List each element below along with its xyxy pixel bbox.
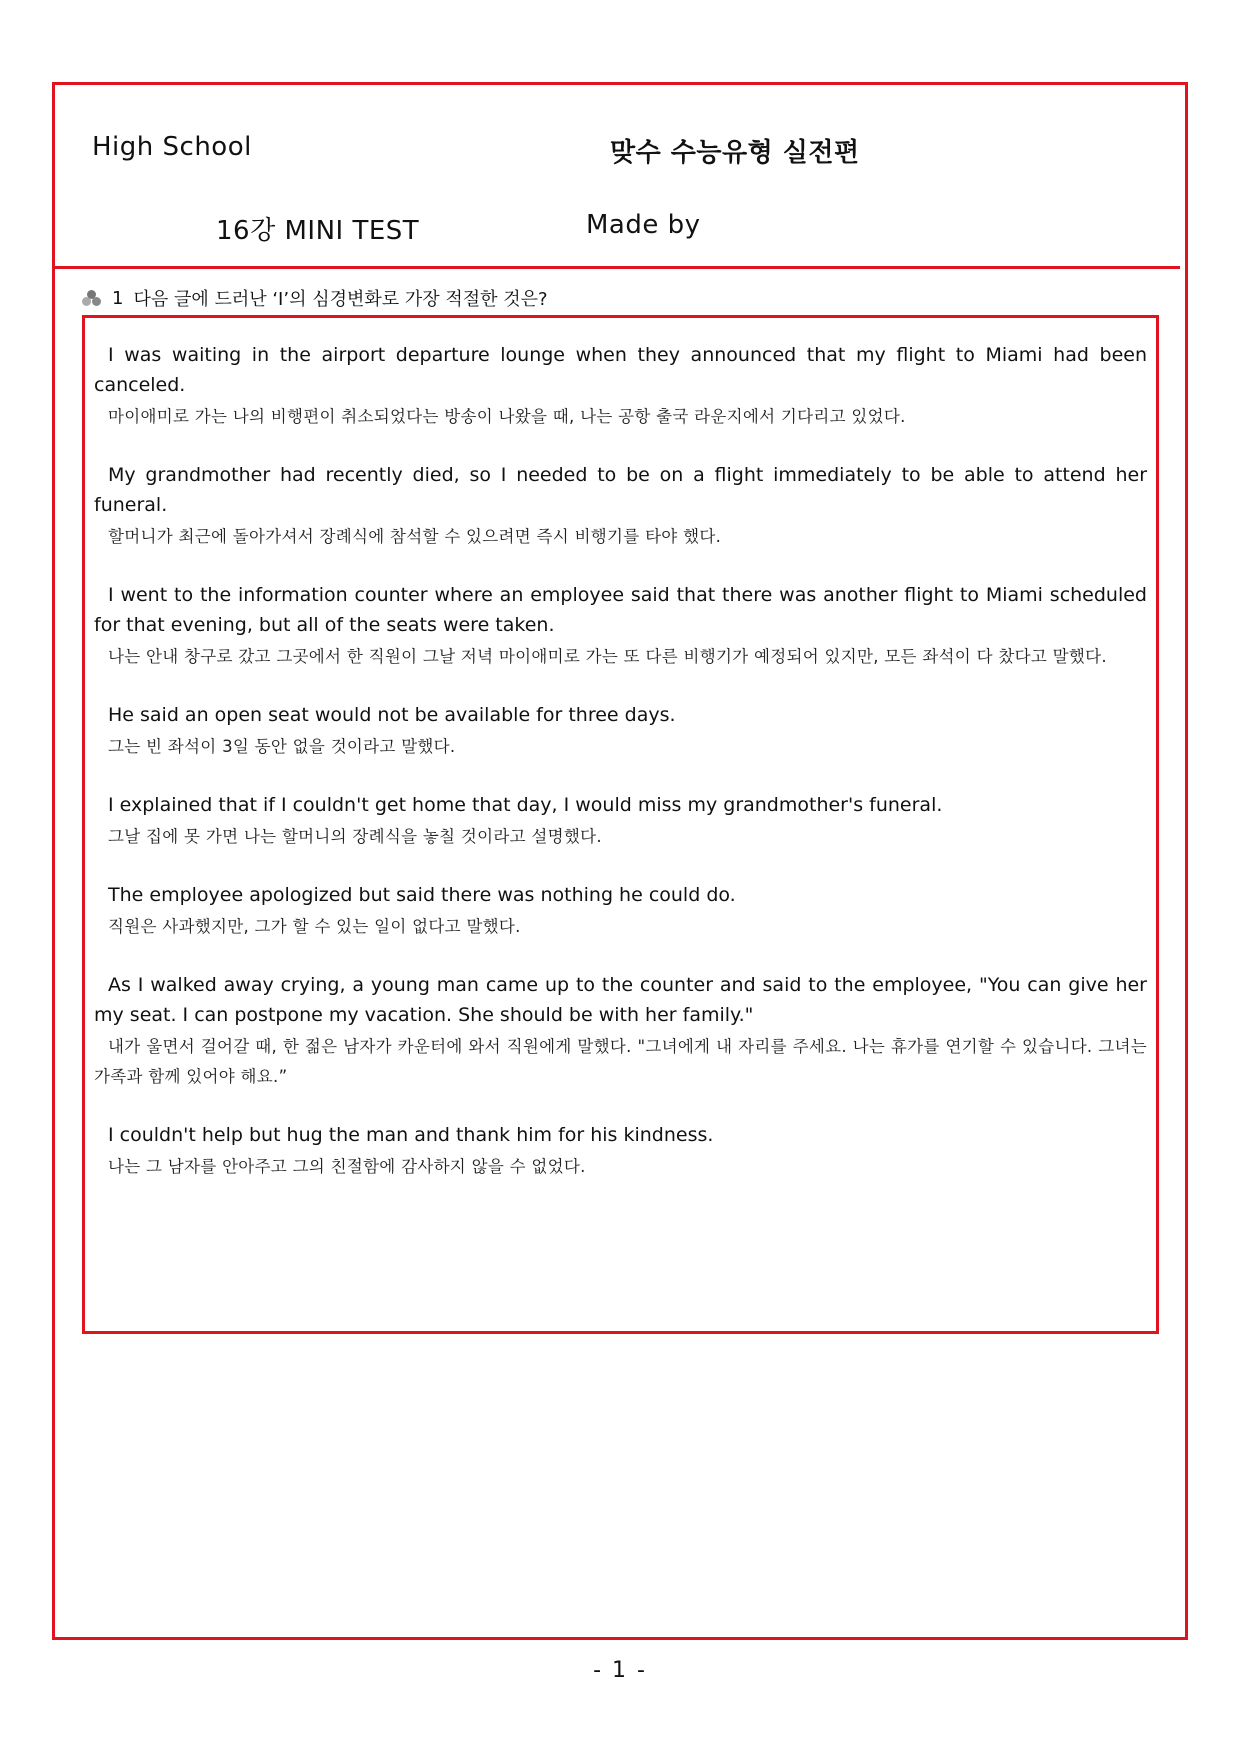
sentence-pair [94,790,1147,852]
question-number: 1 [112,287,124,309]
english-sentence: The employee apologized but said there was nothing he could do. [108,884,736,906]
book-title: 맞수 수능유형 실전편 [610,138,860,168]
question-line [82,285,548,311]
english-sentence: I was waiting in the airport departure lounge when they announced that my flight to Miami had been canceled. [94,344,1147,396]
passage-box [82,315,1159,1334]
english-sentence: As I walked away crying, a young man came up to the counter and said to the employee, "You can give her my seat. I can postpone my vacation. She should be with her family." [94,974,1147,1026]
three-dots-cluster-icon [82,290,102,306]
korean-translation: 마이애미로 가는 나의 비행편이 취소되었다는 방송이 나왔을 때, 나는 공항 출국 라운지에서 기다리고 있었다. [108,407,906,426]
sentence-pair [94,700,1147,762]
korean-translation: 할머니가 최근에 돌아가셔서 장례식에 참석할 수 있으려면 즉시 비행기를 타야 했다. [108,527,722,546]
question-prompt: 다음 글에 드러난 ‘I’의 심경변화로 가장 적절한 것은? [133,289,548,310]
sentence-pair [94,340,1147,432]
sentence-pair [94,580,1147,672]
header-divider [52,266,1180,269]
sentence-pair [94,460,1147,552]
sentence-pair [94,880,1147,942]
page-number: - 1 - [593,1658,647,1683]
korean-translation: 그는 빈 좌석이 3일 동안 없을 것이라고 말했다. [108,737,456,756]
test-title: 16강 MINI TEST [216,216,420,246]
korean-translation: 나는 그 남자를 안아주고 그의 친절함에 감사하지 않을 수 없었다. [108,1157,586,1176]
sentence-pair [94,970,1147,1092]
korean-translation: 나는 안내 창구로 갔고 그곳에서 한 직원이 그날 저녁 마이애미로 가는 또 다른 비행기가 예정되어 있지만, 모든 좌석이 다 찼다고 말했다. [108,647,1107,666]
korean-translation: 직원은 사과했지만, 그가 할 수 있는 일이 없다고 말했다. [108,917,521,936]
english-sentence: My grandmother had recently died, so I needed to be on a flight immediately to be able to attend her funeral. [94,464,1147,516]
english-sentence: I went to the information counter where an employee said that there was another flight to Miami scheduled for that evening, but all of the seats were taken. [94,584,1147,636]
made-by-label: Made by [586,210,701,240]
korean-translation: 그날 집에 못 가면 나는 할머니의 장례식을 놓칠 것이라고 설명했다. [108,827,602,846]
english-sentence: I explained that if I couldn't get home that day, I would miss my grandmother's funeral. [108,794,943,816]
sentence-pair [94,1120,1147,1182]
english-sentence: I couldn't help but hug the man and thank him for his kindness. [108,1124,714,1146]
korean-translation: 내가 울면서 걸어갈 때, 한 젊은 남자가 카운터에 와서 직원에게 말했다. "그녀에게 내 자리를 주세요. 나는 휴가를 연기할 수 있습니다. 그녀는 가족과 함께 있어야 해요.” [94,1037,1147,1086]
school-level-label: High School [92,132,252,162]
english-sentence: He said an open seat would not be available for three days. [108,704,676,726]
